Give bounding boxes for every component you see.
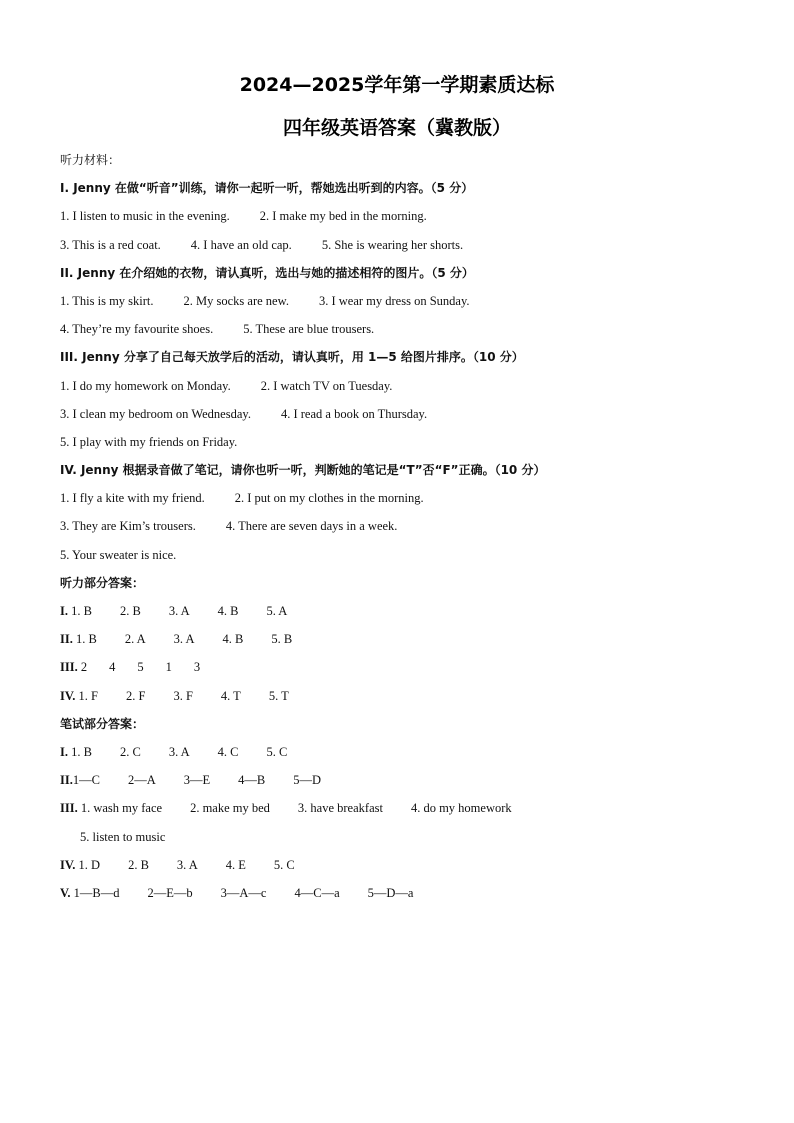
answer: 4. E [225,857,246,872]
section-4-heading: IV. Jenny 根据录音做了笔记，请你也听一听，判断她的笔记是“T”否“F”正确。（10 分） [60,463,546,478]
answer: 4—C—a [294,885,340,900]
section-4-row-2 [60,512,750,540]
answer: 1. D [78,857,101,872]
section-1-row-1 [60,202,750,230]
listening-answers-label: 听力部分答案： [60,575,145,590]
answer: 3. F [173,688,193,703]
answer: 2. F [125,688,146,703]
answer: 1. B [71,604,92,618]
section-4-item: 1. I fly a kite with my friend. [60,491,205,506]
answer: 3. A [168,604,190,618]
answer: 1. B [71,744,92,759]
section-3-row-2 [60,400,750,428]
answer-row-number: II. [60,773,73,788]
answer: 5—D—a [367,885,414,900]
written-answer-row [60,794,750,822]
section-4-row-3 [60,541,750,569]
section-3-row-3 [60,428,750,456]
section-3-item: 3. I clean my bedroom on Wednesday. [60,406,251,421]
listening-answer-row [60,682,750,710]
section-4-item: 4. There are seven days in a week. [225,519,398,534]
section-1-item: 3. This is a red coat. [60,237,161,252]
answer: 5. A [266,604,288,618]
answer: 5. C [273,857,295,872]
written-answer-row [60,766,750,794]
section-2-row-2 [60,315,750,343]
answer-row-number: IV. [60,857,76,872]
answer: 3. have breakfast [297,801,383,816]
listening-answer-row [60,597,750,625]
answer-row-number: II. [60,632,73,647]
answer: 4. C [217,744,239,759]
section-2-item: 3. I wear my dress on Sunday. [318,293,470,308]
section-4-row-1 [60,484,750,512]
answer: 1. B [75,632,97,647]
section-3-item: 1. I do my homework on Monday. [60,378,231,393]
section-1-heading: I. Jenny 在做“听音”训练，请你一起听一听，帮她选出听到的内容。（5 分） [60,181,474,196]
answer: 5. C [266,744,288,759]
answer: 2. A [124,632,146,647]
document-title: 2024—2025学年第一学期素质达标 [239,74,555,96]
section-1-row-2 [60,231,750,259]
answer: 4 [109,660,116,675]
answer: 1—C [72,773,100,788]
answer: 2. B [119,604,141,618]
answer: 5. T [268,688,289,703]
answer-row-number: III. [60,801,78,816]
answer: 3—A—c [220,885,267,900]
answer: 4. do my homework [410,801,512,816]
answer: 1—B—d [73,885,120,900]
section-2-heading: II. Jenny 在介绍她的衣物，请认真听，选出与她的描述相符的图片。（5 分） [60,265,474,280]
section-3-item: 4. I read a book on Thursday. [280,406,428,421]
section-1-item: 2. I make my bed in the morning. [259,209,427,224]
section-1-item: 1. I listen to music in the evening. [60,209,230,224]
answer: 3—E [183,773,211,788]
answer: 4. T [220,688,241,703]
section-4-item: 3. They are Kim’s trousers. [60,519,196,534]
answer-row-number: III. [60,660,78,675]
document-subtitle: 四年级英语答案（冀教版） [282,117,511,139]
answer: 3. A [176,857,198,872]
written-answer-continuation [60,823,750,851]
answer: 5. B [271,632,293,647]
written-answer-row [60,879,750,907]
document-body [60,146,750,907]
section-2-item: 2. My socks are new. [183,293,289,308]
section-3-item: 5. I play with my friends on Friday. [60,434,238,449]
answer-row-number: V. [60,885,71,900]
answer: 1 [165,660,172,675]
answer: 2—A [127,773,156,788]
answer: 3. A [173,632,195,647]
listening-material-label: 听力材料： [60,153,121,167]
answer: 4—B [238,773,266,788]
section-2-item: 4. They’re my favourite shoes. [60,322,214,337]
section-1-item: 5. She is wearing her shorts. [321,237,464,252]
answer: 4. B [217,604,239,618]
answer: 2—E—b [147,885,193,900]
section-3-row-1 [60,372,750,400]
section-4-item: 5. Your sweater is nice. [60,547,177,562]
section-2-row-1 [60,287,750,315]
answer: 5 [137,660,144,675]
answer: 2. make my bed [190,801,270,816]
answer: 1. F [78,688,98,703]
answer: 3. A [168,744,190,759]
answer-row-number: I. [60,744,68,759]
answer: 4. B [222,632,244,647]
section-4-item: 2. I put on my clothes in the morning. [234,491,424,506]
section-2-item: 5. These are blue trousers. [243,322,375,337]
answer-row-number: I. [60,604,68,618]
written-answer-row [60,851,750,879]
answer: 2. C [119,744,141,759]
answer: 5—D [293,773,321,788]
answer: 2. B [128,857,149,872]
written-answer-row [60,738,750,766]
section-3-heading: III. Jenny 分享了自己每天放学后的活动，请认真听，用 1—5 给图片排序。（10 分） [60,350,524,365]
listening-answer-row [60,653,750,681]
written-answers-label: 笔试部分答案： [60,716,145,731]
section-2-item: 1. This is my skirt. [60,293,154,308]
answer: 2 [80,660,88,675]
answer-row-number: IV. [60,688,76,703]
listening-answer-row [60,625,750,653]
answer: 5. listen to music [80,829,166,844]
section-1-item: 4. I have an old cap. [190,237,292,252]
answer: 1. wash my face [80,801,163,816]
section-3-item: 2. I watch TV on Tuesday. [260,378,393,393]
answer: 3 [193,660,201,675]
